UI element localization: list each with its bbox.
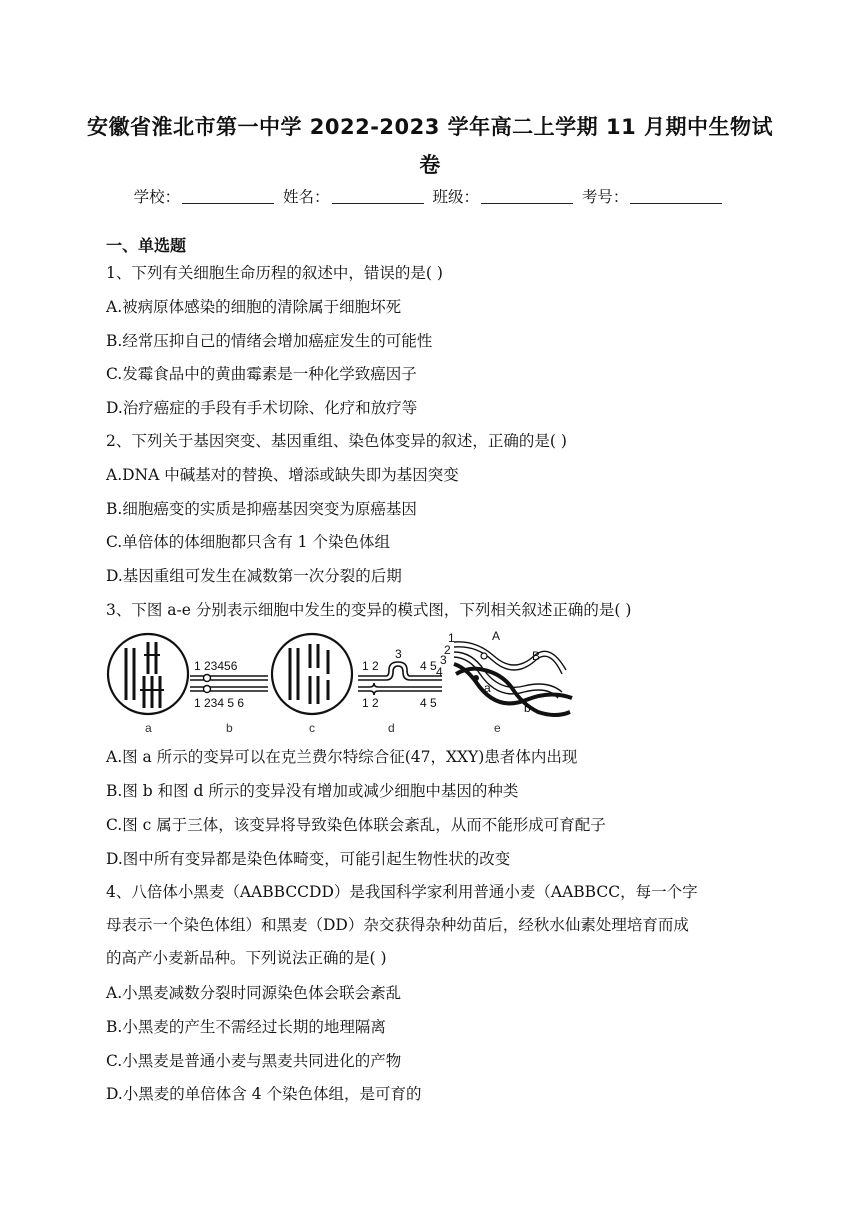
q1-option-a: A.被病原体感染的细胞的清除属于细胞坏死 [106,298,402,316]
class-blank[interactable] [481,189,573,204]
q2-option-a: A.DNA 中碱基对的替换、增添或缺失即为基因突变 [106,466,459,484]
q2-option-d: D.基因重组可发生在减数第一次分裂的后期 [106,567,402,585]
panel-c [272,634,352,735]
panel-e-mark-1: 1 [448,631,455,645]
q3-stem: 3、下图 a-e 分别表示细胞中发生的变异的模式图，下列相关叙述正确的是( ) [106,601,632,619]
panel-e-mark-4: 4 [436,665,443,679]
q4-option-d: D.小黑麦的单倍体含 4 个染色体组，是可育的 [106,1085,422,1103]
q4-option-c: C.小黑麦是普通小麦与黑麦共同进化的产物 [106,1052,402,1070]
title-line-1: 安徽省淮北市第一中学 2022-2023 学年高二上学期 11 月期中生物试 [86,115,774,139]
school-label: 学校： [133,188,181,206]
q4-option-a: A.小黑麦减数分裂时同源染色体会联会紊乱 [106,984,402,1002]
panel-b-label: b [226,721,233,735]
panel-e-mark-A: A [492,630,501,643]
panel-d-bottom-right: 4 5 [420,696,437,710]
panel-e-mark-2: 2 [444,643,451,657]
title-line-2: 卷 [419,153,441,177]
panel-d-bottom-left: 1 2 [362,696,379,710]
q3-option-b: B.图 b 和图 d 所示的变异没有增加或减少细胞中基因的种类 [106,782,519,800]
q2-option-b: B.细胞癌变的实质是抑癌基因突变为原癌基因 [106,500,417,518]
q4-stem-line-3: 的高产小麦新品种。下列说法正确的是( ) [106,949,387,967]
panel-e-mark-b: b [524,701,531,715]
q3-option-d: D.图中所有变异都是染色体畸变，可能引起生物性状的改变 [106,850,511,868]
q4-stem-line-2: 母表示一个染色体组）和黑麦（DD）杂交获得杂种幼苗后，经秋水仙素处理培育而成 [106,916,689,934]
panel-d-top-mid: 3 [395,647,402,661]
q3-option-c: C.图 c 属于三体，该变异将导致染色体联会紊乱，从而不能形成可育配子 [106,816,606,834]
panel-e-mark-a: a [484,681,491,695]
q3-option-a: A.图 a 所示的变异可以在克兰费尔特综合征(47，XXY)患者体内出现 [106,748,578,766]
panel-b-top-genes: 1 23456 [194,659,238,673]
q4-stem-line-1: 4、八倍体小黑麦（AABBCCDD）是我国科学家利用普通小麦（AABBCC，每一个字 [106,883,698,901]
panel-c-label: c [309,721,315,735]
q4-option-b: B.小黑麦的产生不需经过长期的地理隔离 [106,1018,386,1036]
q2-stem: 2、下列关于基因突变、基因重组、染色体变异的叙述，正确的是( ) [106,432,567,450]
q1-option-b: B.经常压抑自己的情绪会增加癌症发生的可能性 [106,332,433,350]
panel-e-label: e [494,721,501,735]
class-label: 班级： [432,188,479,206]
panel-d [358,647,442,735]
q2-option-c: C.单倍体的体细胞都只含有 1 个染色体组 [106,533,390,551]
panel-d-label: d [388,721,395,735]
panel-e-mark-B: B [532,649,541,663]
school-blank[interactable] [182,189,274,204]
variation-diagram [104,630,574,738]
name-blank[interactable] [332,189,424,204]
panel-e-mark-3: 3 [440,653,447,667]
q1-option-c: C.发霉食品中的黄曲霉素是一种化学致癌因子 [106,365,417,383]
panel-d-top-right: 4 5 [420,659,437,673]
exam-number-label: 考号： [581,188,629,206]
student-info-row [0,185,860,207]
name-label: 姓名： [283,188,330,206]
section-title: 一、单选题 [106,236,187,255]
q1-stem: 1、下列有关细胞生命历程的叙述中，错误的是( ) [106,264,443,282]
panel-d-top-left: 1 2 [362,659,379,673]
panel-e [436,630,572,735]
panel-a [108,634,188,735]
exam-title [60,108,800,184]
panel-b-bottom-genes: 1 234 5 6 [194,696,245,710]
variation-figure [104,630,574,742]
exam-number-blank[interactable] [630,189,722,204]
q1-option-d: D.治疗癌症的手段有手术切除、化疗和放疗等 [106,399,418,417]
panel-a-label: a [145,721,152,735]
panel-b [190,659,268,735]
